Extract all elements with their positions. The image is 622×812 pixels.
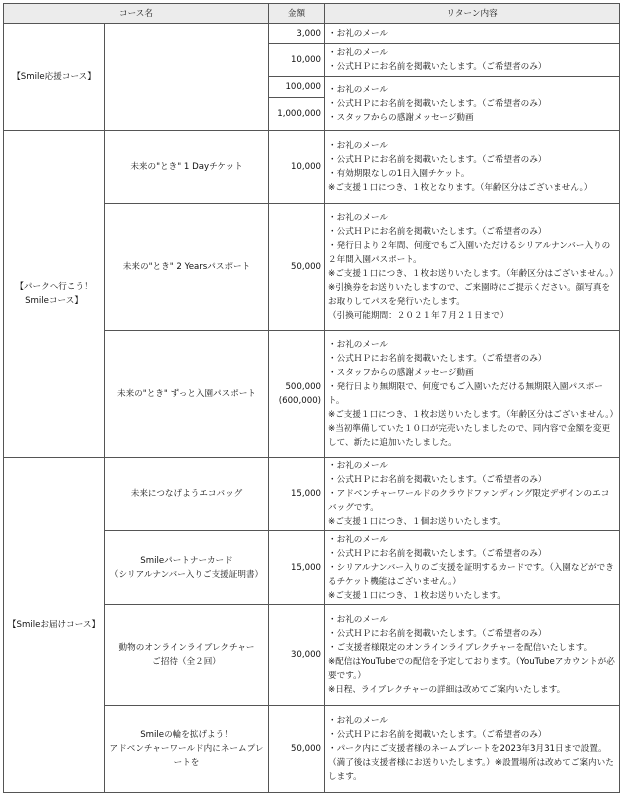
subcourse-cell: 未来の"とき" 1 Dayチケット <box>105 131 269 204</box>
amount-cell: 500,000 (600,000) <box>269 331 325 458</box>
return-item: ・シリアルナンバー入りのご支援を証明するカードです。（入園などができるチケット機能はございません。） <box>328 562 614 587</box>
header-amount: 金額 <box>269 4 325 24</box>
amount-cell: 15,000 <box>269 531 325 605</box>
returns-cell <box>325 458 620 531</box>
return-item: ※日程、ライブレクチャーの詳細は改めてご案内いたします。 <box>328 685 566 695</box>
amount-cell: 3,000 <box>269 24 325 44</box>
course-group-park: 【パークへ行こう！ Smileコース】 <box>4 131 105 458</box>
return-item: ・アドベンチャーワールドのクラウドファンディング限定デザインのエコバッグです。 <box>328 489 610 513</box>
return-item: ※ご支援１口につき、１枚お送りいたします。（年齢区分はございません。） <box>328 410 619 420</box>
subcourse-cell: Smileパートナーカード （シリアルナンバー入りご支援証明書） <box>105 531 269 605</box>
header-course: コース名 <box>4 4 269 24</box>
table-row <box>4 131 620 204</box>
return-item: ・スタッフからの感謝メッセージ動画 <box>328 368 474 378</box>
table-row <box>4 458 620 531</box>
amount-cell: 10,000 <box>269 131 325 204</box>
return-item: ・公式ＨＰにお名前を掲載いたします。（ご希望者のみ） <box>328 98 547 109</box>
return-item: ・お礼のメール <box>328 716 389 726</box>
return-item: ・スタッフからの感謝メッセージ動画 <box>328 112 474 123</box>
returns-cell <box>325 204 620 331</box>
return-item: ※ご支援１口につき、１枚お送りいたします。 <box>328 590 506 601</box>
return-item: ・お礼のメール <box>328 340 389 350</box>
return-item: ※ご支援１口につき、１枚となります。（年齢区分はございません。） <box>328 183 593 193</box>
subcourse-cell-empty <box>105 24 269 131</box>
return-item: ・発行日より２年間、何度でもご入園いただけるシリアルナンバー入りの２年間入園パスポート。 <box>328 241 611 265</box>
course-group-delivery: 【Smileお届けコース】 <box>4 458 105 793</box>
return-item: ※引換券をお送りいたしますので、ご来園時にご提示ください。顔写真をお取りしてパスを発行いたします。 <box>328 283 611 307</box>
returns-cell <box>325 131 620 204</box>
return-item: ・お礼のメール <box>328 461 389 471</box>
return-item: ・お礼のメール <box>328 84 389 95</box>
return-item: ・公式ＨＰにお名前を掲載いたします。（ご希望者のみ） <box>328 730 547 740</box>
return-item: ・発行日より無期限で、何度でもご入園いただける無期限入園パスポート。 <box>328 382 603 406</box>
return-item: ・ご支援者様限定のオンラインライブレクチャーを配信いたします。 <box>328 643 593 653</box>
return-item: ※ご支援１口につき、１個お送りいたします。 <box>328 517 506 527</box>
returns-cell <box>325 24 620 44</box>
amount-cell: 50,000 <box>269 204 325 331</box>
amount-cell: 50,000 <box>269 706 325 793</box>
amount-cell: 100,000 <box>269 77 325 98</box>
subcourse-cell: 未来の"とき" 2 Yearsパスポート <box>105 204 269 331</box>
return-item: ・公式ＨＰにお名前を掲載いたします。（ご希望者のみ） <box>328 629 547 639</box>
return-item: ・お礼のメール <box>328 141 389 151</box>
return-item: ※当初準備していた１０口が完売いたしましたので、同内容で金額を変更して、新たに追加いたしました。 <box>328 424 611 448</box>
return-item: ・お礼のメール <box>328 28 389 39</box>
return-item: ・お礼のメール <box>328 48 389 58</box>
returns-cell <box>325 44 620 77</box>
course-group-smile-support: 【Smile応援コース】 <box>4 24 105 131</box>
return-item: （引換可能期間：２０２１年７月２１日まで） <box>328 311 509 321</box>
return-item: ・お礼のメール <box>328 534 389 545</box>
return-item: ※ご支援１口につき、１枚お送りいたします。（年齢区分はございません。） <box>328 269 619 279</box>
returns-cell <box>325 706 620 793</box>
subcourse-cell: 未来につなげようエコバッグ <box>105 458 269 531</box>
returns-cell <box>325 77 620 131</box>
return-item: ・公式ＨＰにお名前を掲載いたします。（ご希望者のみ） <box>328 354 547 364</box>
return-item: ・お礼のメール <box>328 615 389 625</box>
return-item: ・お礼のメール <box>328 213 389 223</box>
return-item: ・パーク内にご支援者様のネームプレートを2023年3月31日まで設置。 <box>328 744 607 754</box>
return-item: ・公式ＨＰにお名前を掲載いたします。（ご希望者のみ） <box>328 62 547 72</box>
return-item: ・公式ＨＰにお名前を掲載いたします。（ご希望者のみ） <box>328 548 547 559</box>
subcourse-cell: 動物のオンラインライブレクチャー ご招待（全２回） <box>105 605 269 706</box>
returns-cell <box>325 531 620 605</box>
subcourse-cell: 未来の"とき" ずっと入園パスポート <box>105 331 269 458</box>
return-item: ※配信はYouTubeでの配信を予定しております。（YouTubeアカウントが必要です。） <box>328 657 615 681</box>
returns-cell <box>325 331 620 458</box>
return-item: （満了後は支援者様にお送りいたします。）※設置場所は改めてご案内いたします。 <box>328 758 614 782</box>
return-item: ・公式ＨＰにお名前を掲載いたします。（ご希望者のみ） <box>328 475 547 485</box>
amount-cell: 30,000 <box>269 605 325 706</box>
return-item: ・公式ＨＰにお名前を掲載いたします。（ご希望者のみ） <box>328 227 547 237</box>
amount-cell: 15,000 <box>269 458 325 531</box>
return-item: ・有効期限なしの1日入園チケット。 <box>328 169 470 179</box>
header-row <box>4 4 620 24</box>
header-returns: リターン内容 <box>325 4 620 24</box>
amount-cell: 1,000,000 <box>269 98 325 131</box>
subcourse-cell: Smileの輪を拡げよう！ アドベンチャーワールド内にネームプレートを <box>105 706 269 793</box>
table-row <box>4 24 620 44</box>
amount-cell: 10,000 <box>269 44 325 77</box>
returns-cell <box>325 605 620 706</box>
return-item: ・公式ＨＰにお名前を掲載いたします。（ご希望者のみ） <box>328 155 547 165</box>
returns-table <box>3 3 620 793</box>
